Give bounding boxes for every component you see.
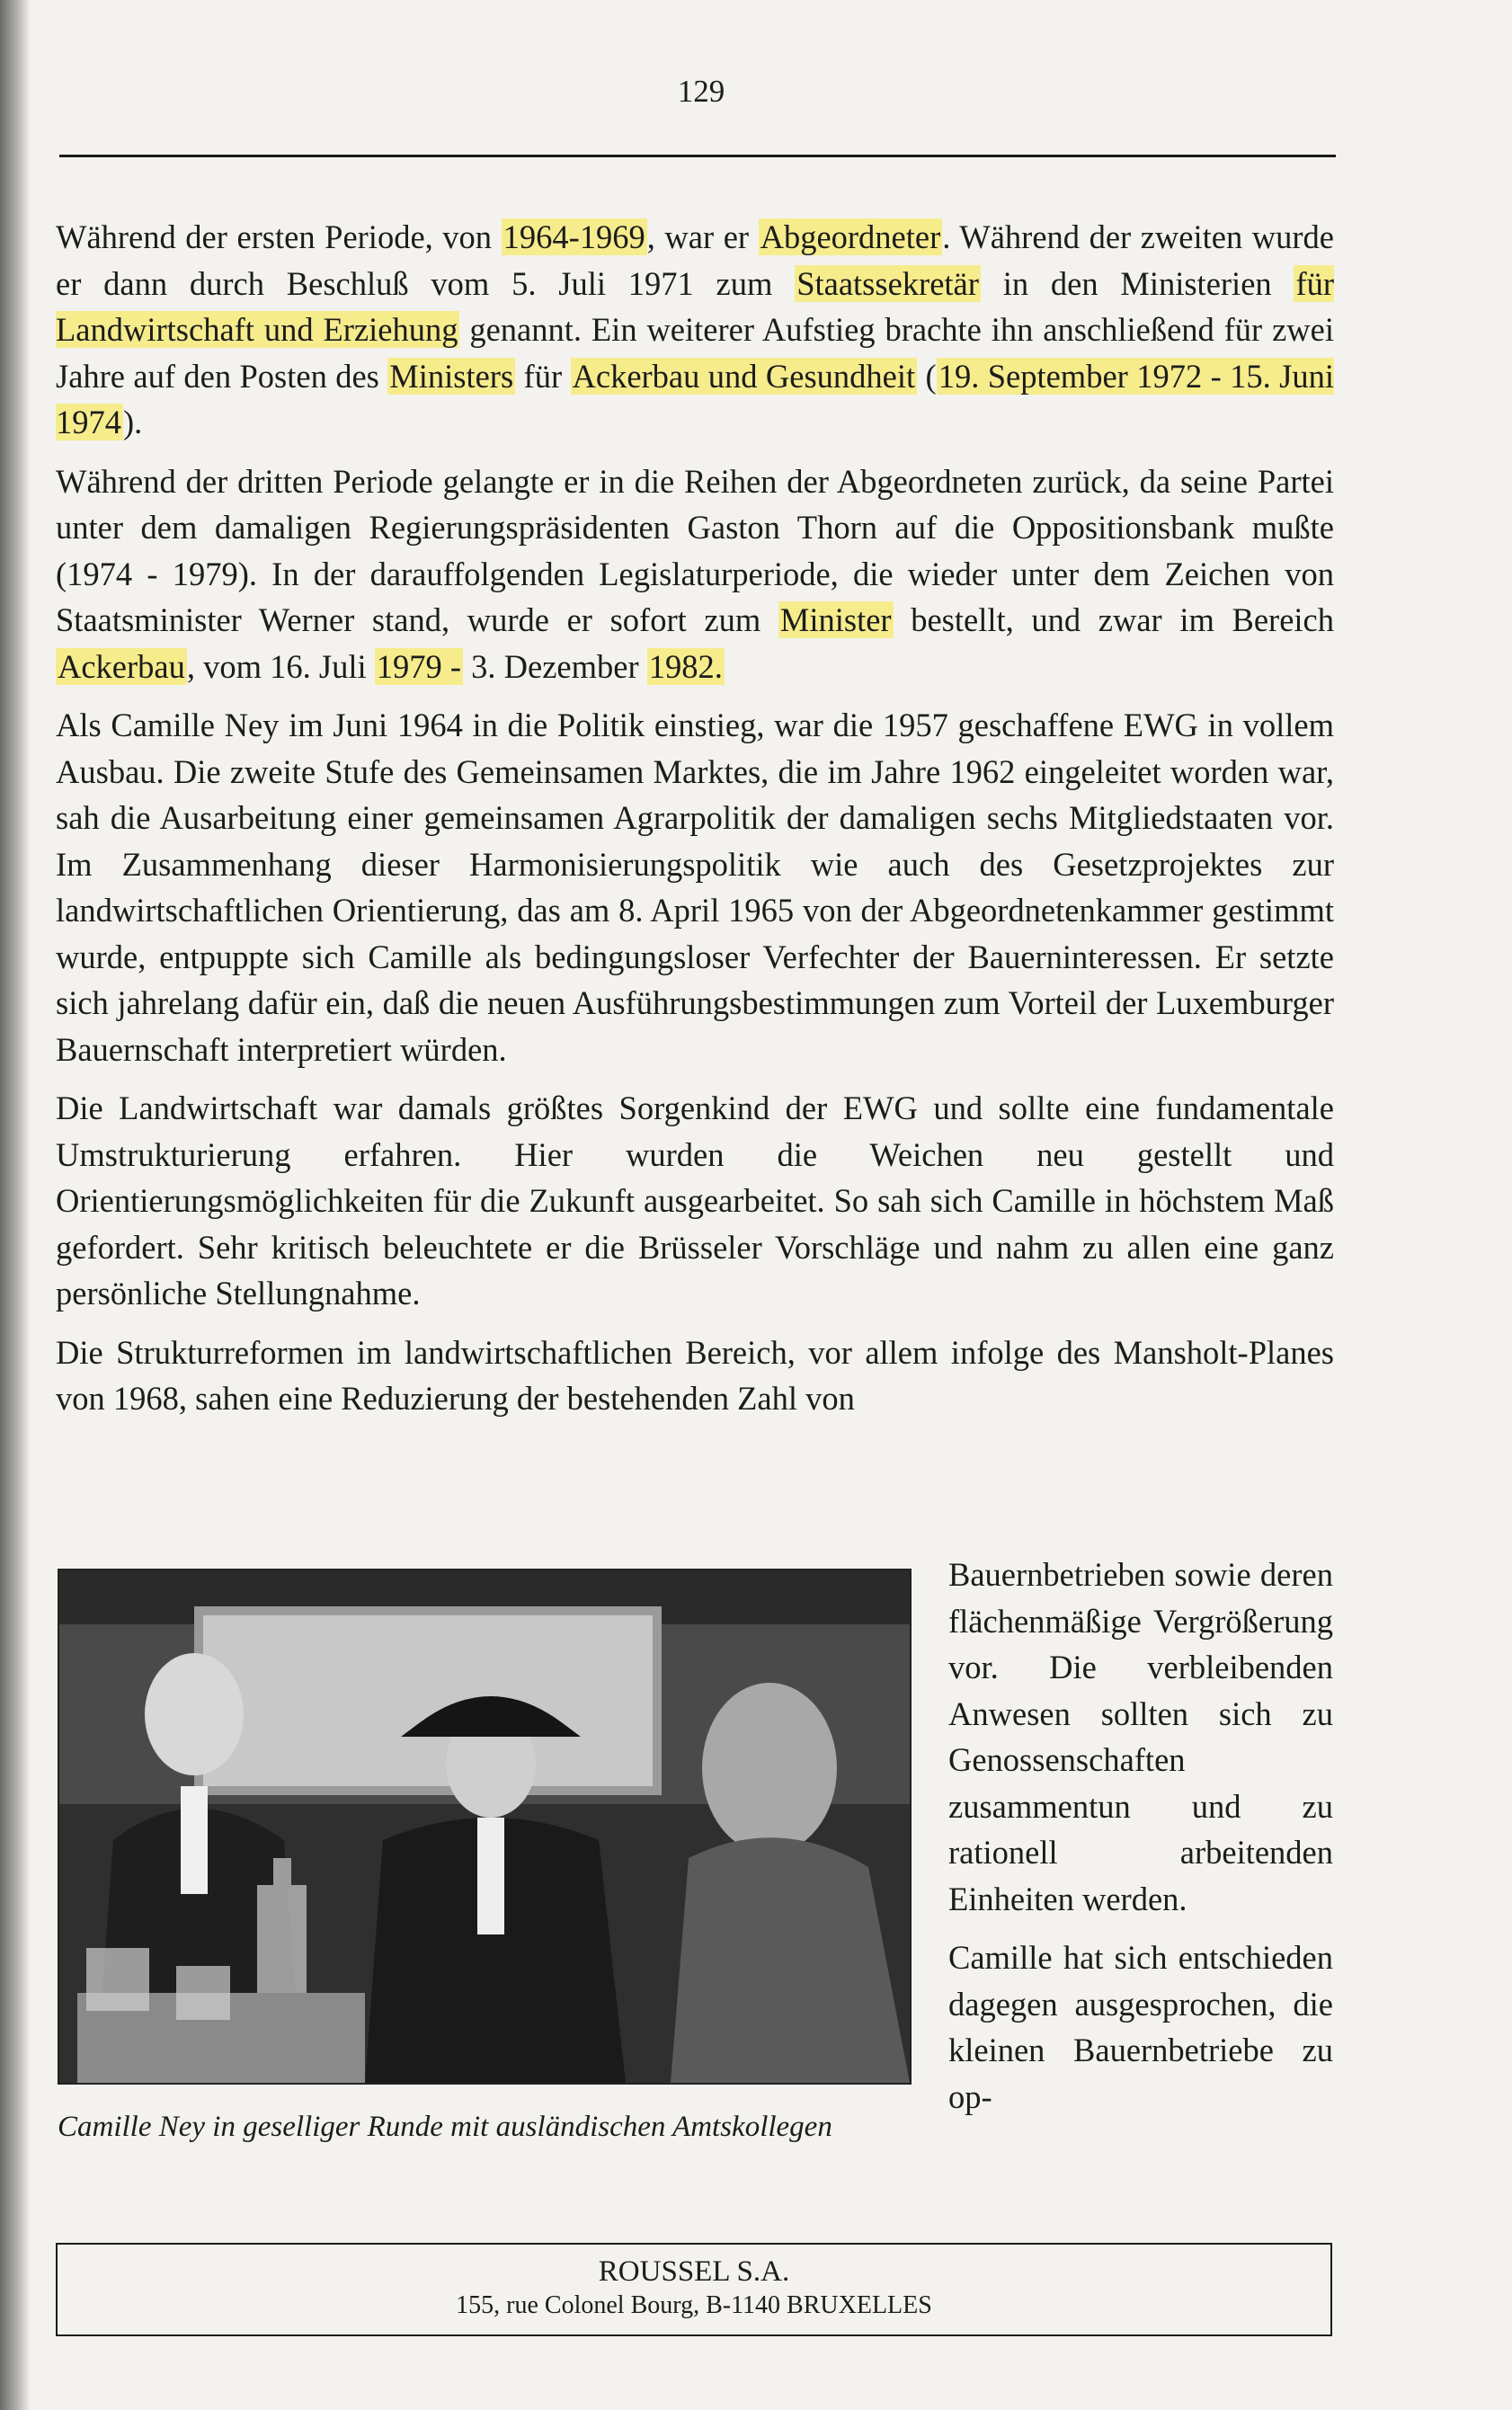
- paragraph: [56, 702, 1334, 1072]
- text-run: genannt. Ein weiterer Aufstieg brachte ihn anschließend für zwei Jahre auf den Posten des: [56, 311, 1334, 395]
- highlighted-text: Ackerbau und Gesundheit: [572, 357, 916, 395]
- text-run: , war er: [646, 218, 759, 255]
- text-run: ).: [123, 404, 143, 440]
- photo-camille-ney-meeting: [58, 1569, 912, 2085]
- text-run: 3. Dezember: [463, 647, 647, 685]
- paragraph: [56, 1085, 1334, 1317]
- text-run: . Während der zweiten wurde er dann durch Beschluß vom 5. Juli 1971 zum: [56, 218, 1334, 302]
- photo-figure: [58, 1569, 912, 2148]
- text-run: Als Camille Ney im Juni 1964 in die Politik einstieg, war die 1957 geschaffene EWG in vollem Ausbau. Die zweite Stufe des Gemeinsamen Marktes, die im Jahre 1962 eingeleitet worden war, sah die Ausarbeitung einer gemeinsamen Agrarpolitik der damaligen sechs Mitgliedstaaten vor. Im Zusammenhang dieser Harmonisierungspolitik wie auch des Gesetzprojektes zur landwirtschaftlichen Orientierung, das am 8. April 1965 von der Abgeordnetenkammer gestimmt wurde, entpuppte sich Camille als bedingungsloser Verfechter der Bauerninteressen. Er setzte sich jahrelang dafür ein, daß die neuen Ausführungsbestimmungen zum Vorteil der Luxemburger Bauernschaft interpretiert würden.: [56, 707, 1334, 1068]
- highlighted-text: Abgeordneter: [760, 218, 941, 255]
- side-paragraph: Bauernbetrieben sowie deren flächenmäßige Vergrößerung vor. Die verbleibenden Anwesen sollten sich zu Genossenschaften zusammentun und zu rationell arbeitenden Einheiten werden.: [948, 1556, 1333, 1917]
- page-number: 129: [677, 74, 725, 109]
- highlighted-text: Ackerbau: [58, 647, 185, 685]
- text-run: Die Landwirtschaft war damals größtes Sorgenkind der EWG und sollte eine fundamentale Umstrukturierung erfahren. Hier wurden die Weichen neu gestellt und Orientierungsmöglichkeiten für die Zukunft ausgearbeitet. So sah sich Camille in höchstem Maß gefordert. Sehr kritisch beleuchtete er die Brüsseler Vorschläge und nahm zu allen eine ganz persönliche Stellungnahme.: [56, 1089, 1334, 1312]
- paragraph: [56, 1330, 1334, 1422]
- sponsor-footer-box: [56, 2243, 1332, 2336]
- text-run: in den Ministerien: [980, 264, 1294, 302]
- side-paragraph: Camille hat sich entschieden dagegen ausgesprochen, die kleinen Bauernbetriebe zu op-: [948, 1939, 1333, 2115]
- footer-address: 155, rue Colonel Bourg, B-1140 BRUXELLES: [456, 2291, 932, 2319]
- text-run: Während der dritten Periode gelangte er in die Reihen der Abgeordneten zurück, da seine Partei unter dem damaligen Regierungspräsidenten Gaston Thorn auf die Oppositionsbank mußte (1974 - 1979). In der darauffolgenden Legislaturperiode, die wieder unter dem Zeichen von Staatsminister Werner stand, wurde er sofort zum: [56, 462, 1334, 638]
- highlighted-text: 1982.: [648, 647, 723, 685]
- photo-caption: Camille Ney in geselliger Runde mit ausländischen Amtskollegen: [58, 2111, 832, 2143]
- text-run: für: [515, 357, 571, 395]
- highlighted-text: für Landwirtschaft und Erziehung: [56, 264, 1334, 348]
- scan-binding-shadow: [0, 0, 31, 2410]
- highlighted-text: Staatssekretär: [796, 264, 979, 302]
- text-run: bestellt, und zwar im Bereich: [893, 601, 1335, 638]
- highlighted-text: Minister: [779, 601, 892, 638]
- text-run: Die Strukturreformen im landwirtschaftlichen Bereich, vor allem infolge des Mansholt-Planes von 1968, sahen eine Reduzierung der bestehenden Zahl von: [56, 1333, 1334, 1417]
- photo-illustration: [59, 1570, 910, 2083]
- paragraph: [56, 214, 1334, 446]
- main-body-text: [56, 214, 1334, 1435]
- highlighted-text: 19. September 1972 - 15. Juni 1974: [56, 357, 1334, 440]
- paragraph: [56, 458, 1334, 690]
- highlighted-text: Ministers: [389, 357, 514, 395]
- side-column-text: [948, 1552, 1333, 2132]
- highlighted-text: 1964-1969: [503, 218, 645, 255]
- footer-company: ROUSSEL S.A.: [598, 2255, 790, 2288]
- text-run: (: [917, 357, 937, 395]
- highlighted-text: 1979 -: [376, 647, 462, 685]
- text-run: Während der ersten Periode, von: [56, 218, 502, 255]
- header-rule: [59, 155, 1336, 157]
- text-run: , vom 16. Juli: [186, 647, 375, 685]
